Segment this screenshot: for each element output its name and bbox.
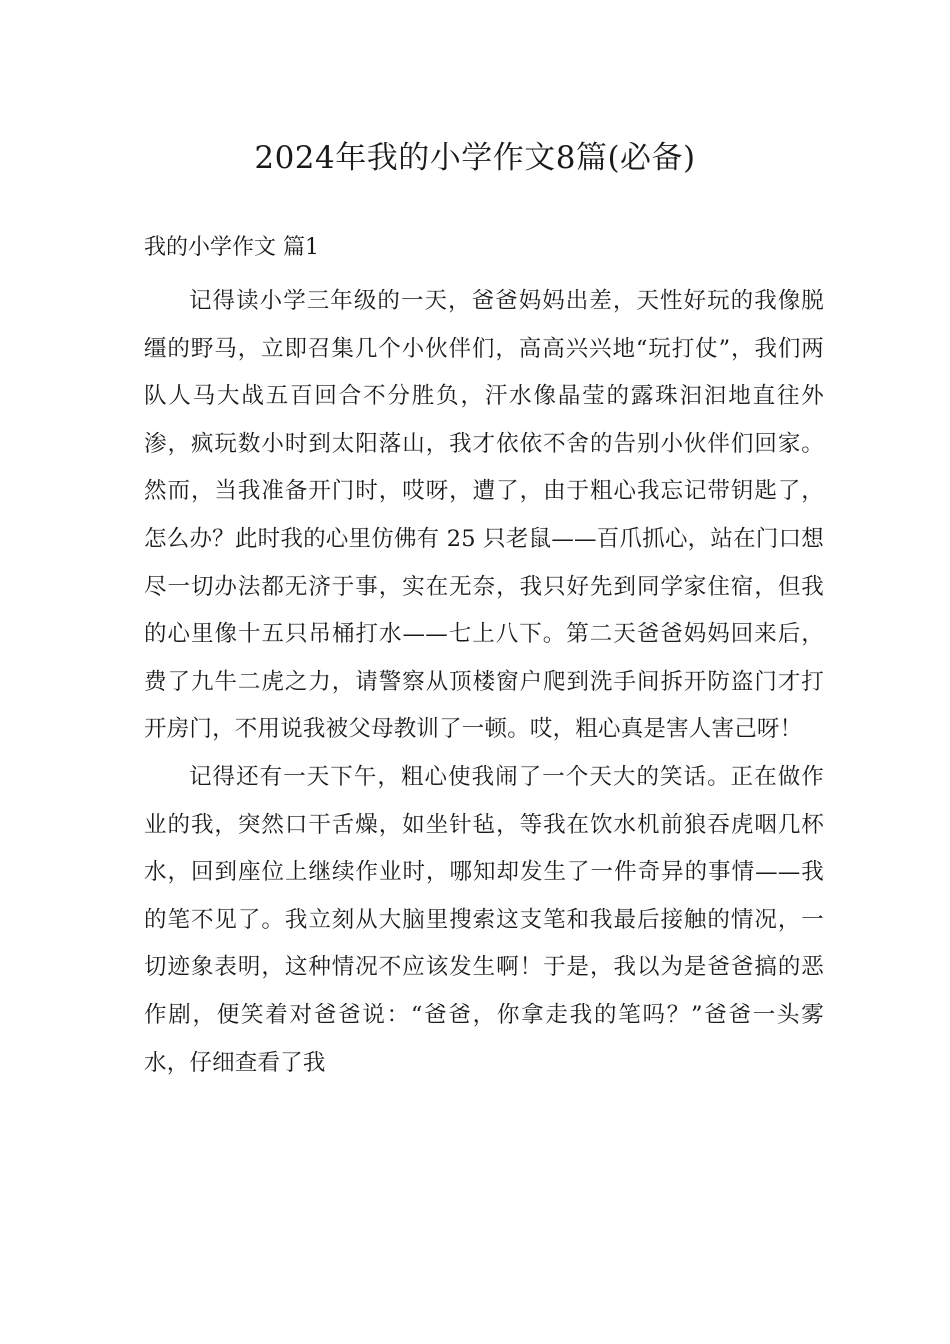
- body-text: [144, 278, 824, 1087]
- paragraph: 记得读小学三年级的一天，爸爸妈妈出差，天性好玩的我像脱缰的野马，立即召集几个小伙伴们，高高兴兴地“玩打仗”，我们两队人马大战五百回合不分胜负，汗水像晶莹的露珠汩汩地直往外渗，疯玩数小时到太阳落山，我才依依不舍的告别小伙伴们回家。然而，当我准备开门时，哎呀，遭了，由于粗心我忘记带钥匙了，怎么办？此时我的心里仿佛有 25 只老鼠——百爪抓心，站在门口想尽一切办法都无济于事，实在无奈，我只好先到同学家住宿，但我的心里像十五只吊桶打水——七上八下。第二天爸爸妈妈回来后，费了九牛二虎之力，请警察从顶楼窗户爬到洗手间拆开防盗门才打开房门，不用说我被父母教训了一顿。哎，粗心真是害人害己呀！: [144, 288, 824, 743]
- document-title: 2024年我的小学作文8篇(必备): [254, 140, 696, 176]
- section-heading: 我的小学作文 篇1: [144, 235, 319, 260]
- paragraph: 记得还有一天下午，粗心使我闹了一个天大的笑话。正在做作业的我，突然口干舌燥，如坐针毡，等我在饮水机前狼吞虎咽几杯水，回到座位上继续作业时，哪知却发生了一件奇异的事情——我的笔不见了。我立刻从大脑里搜索这支笔和我最后接触的情况，一切迹象表明，这种情况不应该发生啊！于是，我以为是爸爸搞的恶作剧，便笑着对爸爸说：“爸爸，你拿走我的笔吗？”爸爸一头雾水，仔细查看了我: [144, 763, 824, 1076]
